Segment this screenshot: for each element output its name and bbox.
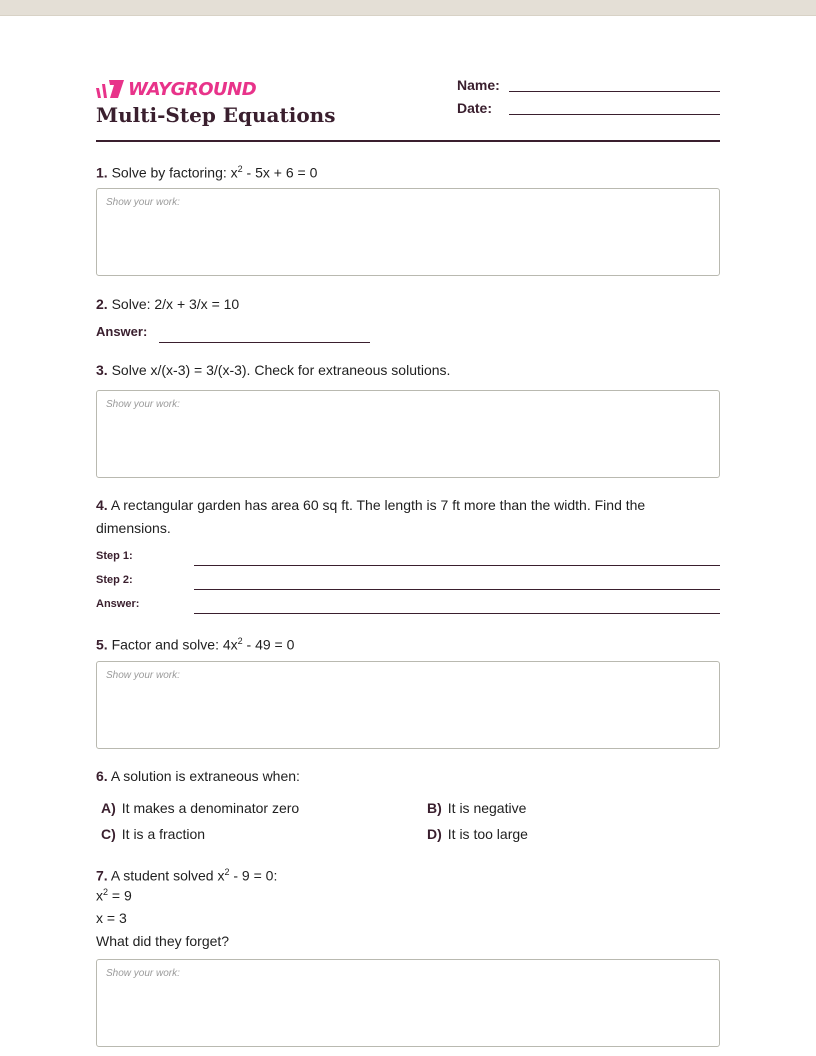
top-bar	[0, 0, 816, 16]
choice-text: It is too large	[447, 826, 528, 842]
question-1	[96, 158, 720, 185]
question-text: A student solved x	[110, 867, 225, 884]
date-label: Date:	[457, 100, 493, 116]
choice-text: It is a fraction	[121, 826, 206, 842]
choice-letter: B)	[427, 800, 442, 816]
question-6	[96, 765, 720, 788]
question-3	[96, 359, 720, 382]
answer-label: Answer:	[96, 324, 148, 339]
choice-text: It is negative	[447, 800, 527, 816]
student-work-line-2: x = 3	[96, 910, 127, 926]
date-line[interactable]	[509, 114, 720, 115]
question-text: A rectangular garden has area 60 sq ft. The length is 7 ft more than the width. Find the dimensions.	[96, 497, 646, 536]
answer-line[interactable]	[194, 613, 720, 614]
work-box[interactable]	[96, 188, 720, 276]
choice-a[interactable]	[101, 800, 299, 816]
answer-label: Answer:	[96, 598, 140, 610]
exponent: 2	[103, 887, 109, 897]
work-box[interactable]	[96, 959, 720, 1047]
choice-c[interactable]	[101, 826, 205, 842]
page-title: Multi-Step Equations	[96, 103, 336, 127]
name-label: Name:	[457, 77, 500, 93]
question-4	[96, 494, 720, 540]
work-hint: Show your work:	[106, 399, 180, 410]
question-number: 4.	[96, 497, 108, 513]
choice-b[interactable]	[427, 800, 526, 816]
work-hint: Show your work:	[106, 197, 180, 208]
question-prompt: What did they forget?	[96, 933, 230, 949]
question-5	[96, 630, 720, 657]
question-number: 5.	[96, 636, 108, 653]
exponent: 2	[237, 636, 243, 646]
question-text: - 49 = 0	[242, 636, 295, 653]
question-text: Factor and solve: 4x	[111, 636, 238, 653]
wayground-logo	[96, 78, 256, 100]
question-number: 7.	[96, 867, 108, 884]
worksheet-header	[96, 78, 720, 142]
question-number: 2.	[96, 296, 108, 312]
step-2-line[interactable]	[194, 589, 720, 590]
work-text: = 9	[108, 887, 132, 904]
brand-name: WAYGROUND	[128, 78, 257, 100]
choice-d[interactable]	[427, 826, 528, 842]
name-line[interactable]	[509, 91, 720, 92]
question-2	[96, 293, 720, 316]
answer-line[interactable]	[159, 342, 370, 343]
work-hint: Show your work:	[106, 670, 180, 681]
question-text: Solve by factoring: x	[111, 164, 238, 181]
question-text: A solution is extraneous when:	[110, 768, 300, 784]
question-text: - 9 = 0:	[229, 867, 278, 884]
step-2-label: Step 2:	[96, 574, 133, 586]
choice-letter: C)	[101, 826, 116, 842]
choice-text: It makes a denominator zero	[121, 800, 300, 816]
work-hint: Show your work:	[106, 968, 180, 979]
question-text: Solve x/(x-3) = 3/(x-3). Check for extraneous solutions.	[111, 362, 451, 378]
question-text: - 5x + 6 = 0	[242, 164, 318, 181]
question-number: 6.	[96, 768, 108, 784]
choice-letter: D)	[427, 826, 442, 842]
work-box[interactable]	[96, 390, 720, 478]
choice-letter: A)	[101, 800, 116, 816]
question-number: 3.	[96, 362, 108, 378]
question-7	[96, 861, 720, 888]
step-1-label: Step 1:	[96, 550, 133, 562]
work-box[interactable]	[96, 661, 720, 749]
exponent: 2	[237, 164, 243, 174]
work-text: x	[96, 887, 103, 904]
exponent: 2	[224, 867, 230, 877]
question-text: Solve: 2/x + 3/x = 10	[111, 296, 240, 312]
student-work-line-1	[96, 887, 132, 904]
question-number: 1.	[96, 164, 108, 181]
step-1-line[interactable]	[194, 565, 720, 566]
logo-icon	[96, 79, 124, 99]
